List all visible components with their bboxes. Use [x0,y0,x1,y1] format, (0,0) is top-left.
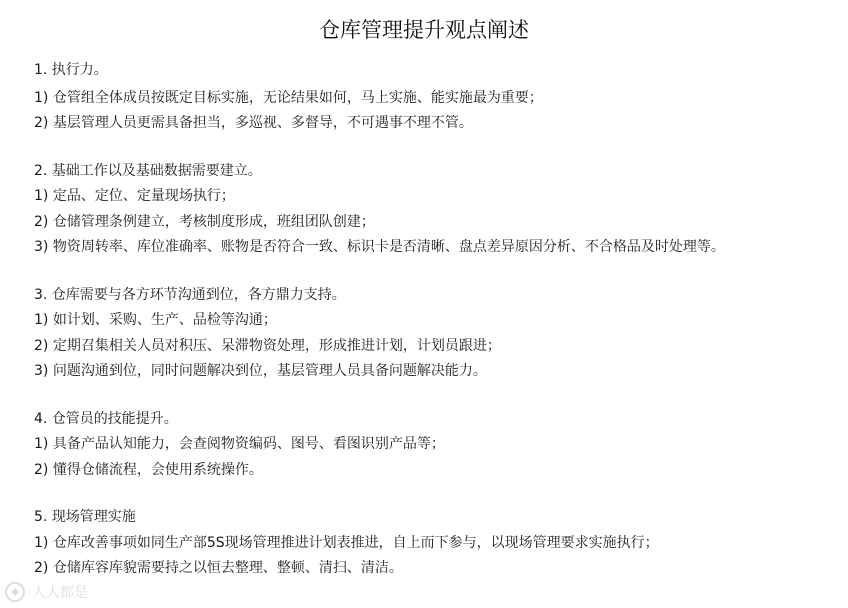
list-item: 2) 懂得仓储流程，会使用系统操作。 [34,461,263,478]
logo-icon [4,581,26,603]
sections-container [34,58,844,604]
list-item: 2) 基层管理人员更需具备担当，多巡视、多督导，不可遇事不理不管。 [34,115,473,131]
list-item: 1) 具备产品认知能力，会查阅物资编码、图号、看图识别产品等； [34,436,445,452]
section-skills [34,407,844,484]
list-item: 2) 定期召集相关人员对积压、呆滞物资处理，形成推进计划，计划员跟进； [34,337,501,354]
section-foundation [34,159,844,261]
section-onsite [34,505,844,582]
list-item: 2) 仓储库容库貌需要持之以恒去整理、整顿、清扫、清洁。 [34,560,403,576]
list-item: 1) 如计划、采购、生产、品检等沟通； [34,312,277,328]
section-heading: 3. 仓库需要与各方环节沟通到位，各方鼎力支持。 [34,286,346,303]
list-item: 3) 问题沟通到位，同时问题解决到位，基层管理人员具备问题解决能力。 [34,363,487,379]
section-execution [34,58,844,137]
section-heading: 4. 仓管员的技能提升。 [34,410,178,427]
list-item: 1) 仓管组全体成员按既定目标实施，无论结果如何，马上实施、能实施最为重要； [34,89,543,106]
list-item: 1) 定品、定位、定量现场执行； [34,188,235,204]
watermark-text: 人人都是 [32,584,88,600]
list-item: 1) 仓库改善事项如同生产部5S现场管理推进计划表推进，自上而下参与，以现场管理要求实施执行； [34,534,659,551]
page-title: 仓库管理提升观点阐述 [319,18,529,42]
section-communication [34,283,844,385]
list-item: 2) 仓储管理条例建立，考核制度形成，班组团队创建； [34,213,375,230]
section-heading: 2. 基础工作以及基础数据需要建立。 [34,162,262,179]
list-item: 3) 物资周转率、库位准确率、账物是否符合一致、标识卡是否清晰、盘点差异原因分析、不合格品及时处理等。 [34,239,725,255]
section-heading: 1. 执行力。 [34,62,108,78]
section-heading: 5. 现场管理实施 [34,509,136,525]
